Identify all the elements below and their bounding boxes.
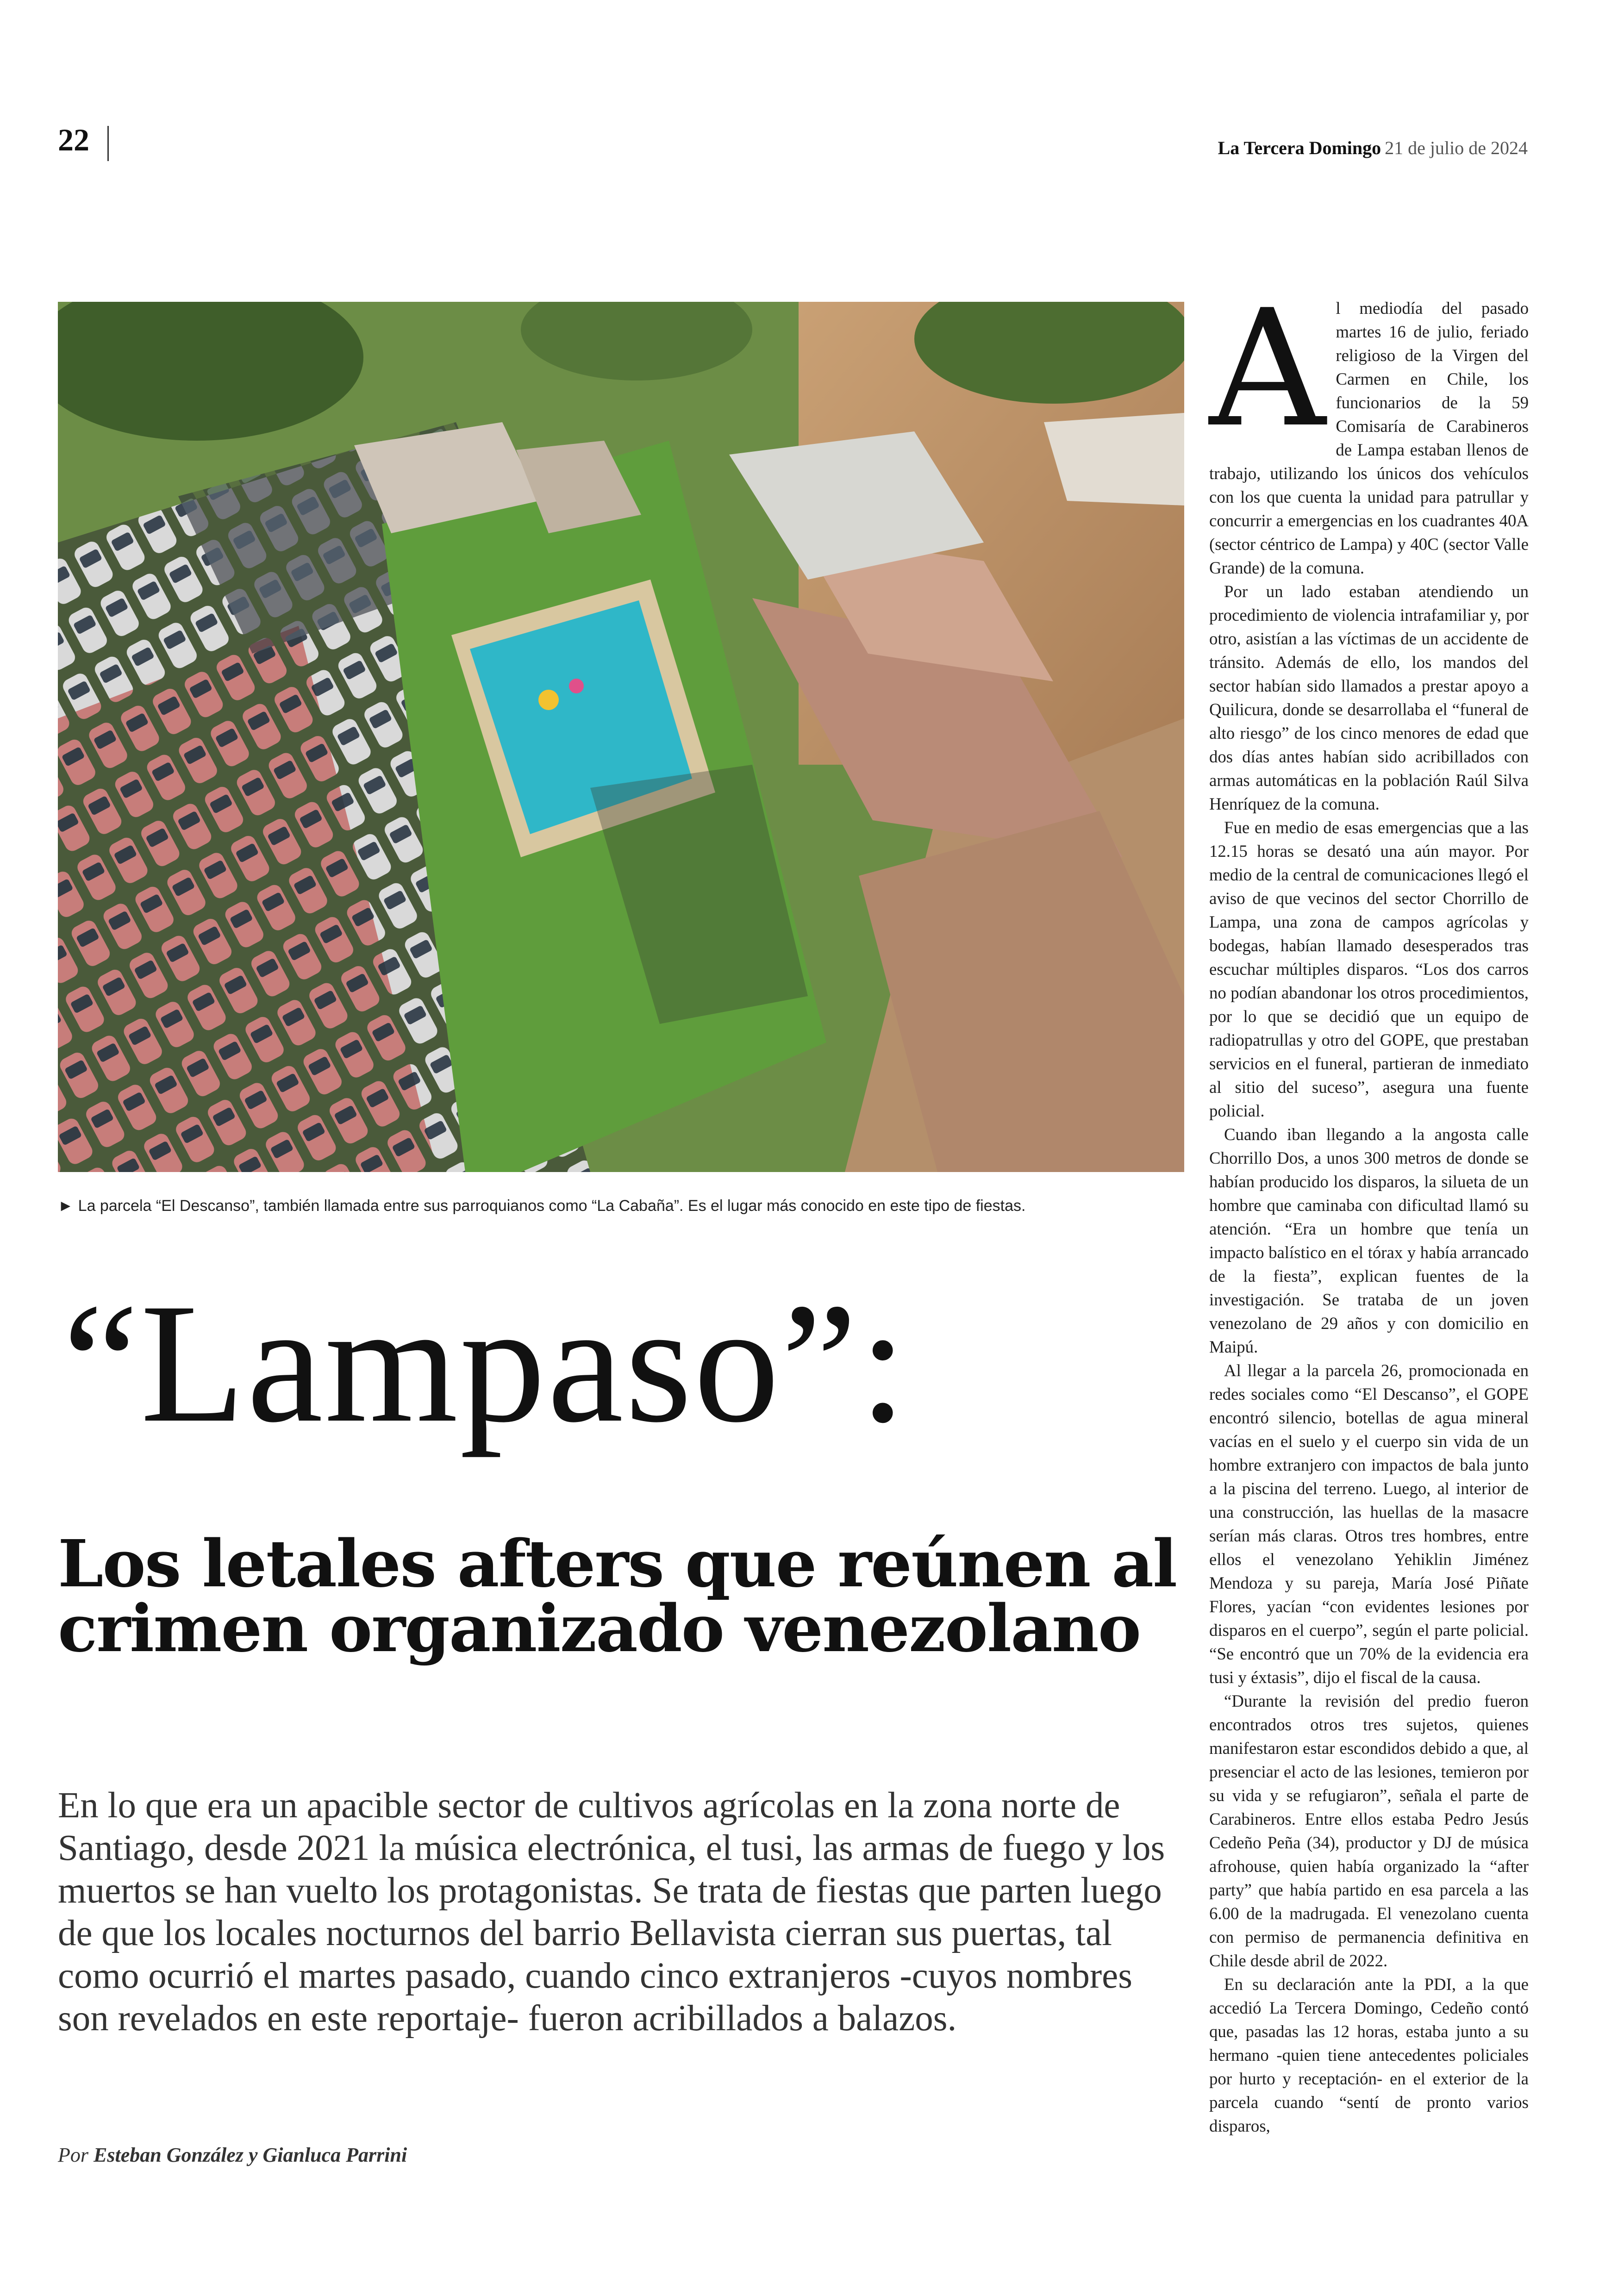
photo-caption <box>58 1197 1206 1216</box>
body-paragraph: Cuando iban llegando a la angosta calle Chorrillo Dos, a unos 300 metros de donde se habían producido los disparos, la silueta de un hombre que caminaba con dificultad llamó su atención. “Era un hombre que tenía un impacto balístico en el tórax y había arrancado de la fiesta”, explican fuentes de la investigación. Se trataba de un joven venezolano de 29 años y con domicilio en Maipú. <box>1209 1125 1529 1356</box>
drop-cap: A <box>1209 275 1326 463</box>
byline-prefix: Por <box>58 2144 88 2166</box>
publication-name: La Tercera Domingo <box>1218 137 1381 158</box>
body-paragraph: Por un lado estaban atendiendo un procedimiento de violencia intrafamiliar y, por otro, asistían a las víctimas de un accidente de tránsito. Además de ello, los mandos del sector habían sido llamados a prestar apoyo a Quilicura, donde se desarrollaba el “funeral de alto riesgo” de los cinco menores de edad que dos días antes habían sido acribillados con armas automáticas en la población Raúl Silva Henríquez de la comuna. <box>1209 582 1529 813</box>
byline-authors: Esteban González y Gianluca Parrini <box>94 2144 407 2166</box>
body-paragraph: En su declaración ante la PDI, a la que accedió La Tercera Domingo, Cedeño contó que, pasadas las 12 horas, estaba junto a su hermano -quien tiene antecedentes policiales por hurto y receptación- en el exterior de la parcela cuando “sentí de pronto varios disparos, <box>1209 1975 1529 2135</box>
caption-marker-icon: ► <box>58 1197 74 1215</box>
article-kicker: “Lampaso”: <box>62 1268 909 1458</box>
body-paragraph <box>1209 275 1529 580</box>
body-paragraph: Al llegar a la parcela 26, promocionada en redes sociales como “El Descanso”, el GOPE encontró silencio, botellas de agua mineral vacías en el suelo y el cuerpo sin vida de un hombre extranjero con impactos de bala junto a la piscina del terreno. Luego, al interior de una construcción, las huellas de la masacre serían más claras. Otros tres hombres, entre ellos el venezolano Yehiklin Jiménez Mendoza y su pareja, María José Piñate Flores, yacían “con evidentes lesiones por disparos en el cuerpo”, según el parte policial. “Se encontró que un 70% de la evidencia era tusi y éxtasis”, dijo el fiscal de la causa. <box>1209 1361 1529 1687</box>
aerial-party-venue-photo <box>58 302 1184 1172</box>
page-number: 22 <box>58 122 89 157</box>
article-deck: En lo que era un apacible sector de cultivos agrícolas en la zona norte de Santiago, desde 2021 la música electrónica, el tusi, las armas de fuego y los muertos se han vuelto los protagonistas. Se trata de fiestas que parten luego de que los locales nocturnos del barrio Bellavista cierran sus puertas, tal como ocurrió el martes pasado, cuando cinco extranjeros -cuyos nombres son revelados en este reportaje- fueron acribillados a balazos. <box>58 1785 1165 2039</box>
issue-date: 21 de julio de 2024 <box>1385 137 1528 158</box>
body-paragraph-text: l mediodía del pasado martes 16 de julio, feriado religioso de la Virgen del Carmen en Chile, los funcionarios de la 59 Comisaría de Carabineros de Lampa estaban llenos de trabajo, utilizando los únicos dos vehículos con los que cuenta la unidad para patrullar y concurrir a emergencias en los cuadrantes 40A (sector céntrico de Lampa) y 40C (sector Valle Grande) de la comuna. <box>1209 299 1529 577</box>
body-paragraph: Fue en medio de esas emergencias que a las 12.15 horas se desató una aún mayor. Por medio de la central de comunicaciones llegó el aviso de que vecinos del sector Chorrillo de Lampa, una zona de campos agrícolas y bodegas, habían llamado desesperados tras escuchar múltiples disparos. “Los dos carros no podían abandonar los otros procedimientos, por lo que se decidió que un equipo de radiopatrullas y otro del GOPE, que prestaban servicios en el funeral, partieran de inmediato al sitio del suceso”, asegura una fuente policial. <box>1209 818 1529 1120</box>
article-body-column <box>1209 275 1529 2138</box>
photo-illustration <box>58 302 1184 1172</box>
caption-text: La parcela “El Descanso”, también llamada entre sus parroquianos como “La Cabaña”. Es el lugar más conocido en este tipo de fiestas. <box>78 1197 1026 1215</box>
article-headline: Los letales afters que reúnen al crimen organizado venezolano <box>58 1526 1177 1667</box>
body-paragraph: “Durante la revisión del predio fueron encontrados otros tres sujetos, quienes manifestaron estar escondidos debido a que, al presenciar el acto de las lesiones, temieron por su vida y se refugiaron”, señala el parte de Carabineros. Entre ellos estaba Pedro Jesús Cedeño Peña (34), productor y DJ de música afrohouse, quien había organizado la “after party” que había partido en esa parcela a las 6.00 de la madrugada. El venezolano cuenta con permiso de permanencia definitiva en Chile desde abril de 2022. <box>1209 1691 1529 1970</box>
byline <box>58 2143 407 2167</box>
page-number-rule <box>107 126 109 161</box>
masthead <box>1218 139 1528 157</box>
